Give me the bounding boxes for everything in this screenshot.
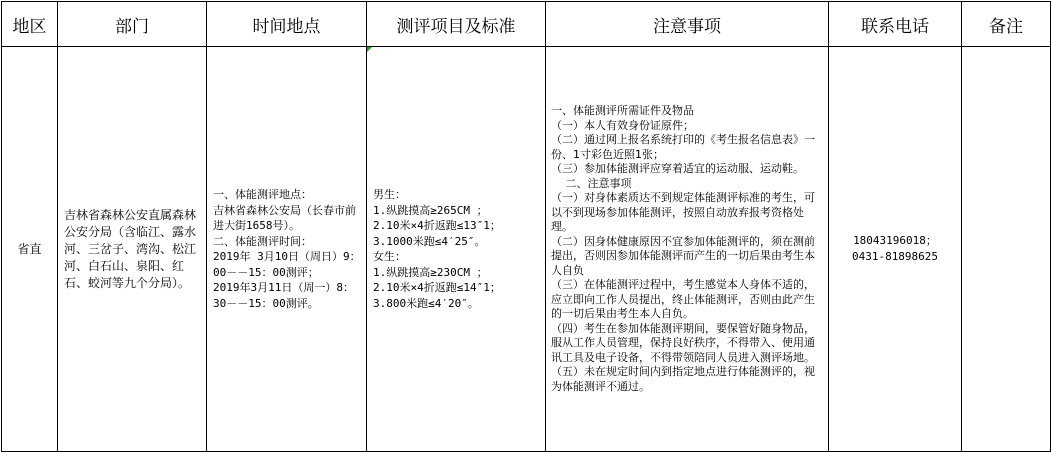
cell-notes: [546, 47, 829, 452]
note-line: （一）本人有效身份证原件；: [551, 118, 694, 132]
cell-region: 省直: [2, 47, 58, 452]
phone-line: 0431-81898625: [851, 250, 939, 263]
header-test-items: 测评项目及标准: [367, 2, 546, 47]
note-line: （三）参加体能测评应穿着适宜的运动服、运动鞋。: [551, 162, 804, 175]
cell-remark: [962, 47, 1051, 452]
header-row: [2, 2, 1051, 47]
test-item-line: 女生：: [373, 250, 406, 263]
cell-dept: 吉林省森林公安直属森林公安分局（含临江、露水河、三岔子、湾沟、松江河、白石山、泉阳、红石、蛟河等九个分局）。: [58, 47, 207, 452]
note-line: （二）因身体健康原因不宜参加体能测评的，须在测前提出，否则因参加体能测评而产生的一切后果由考生本人自负: [551, 234, 815, 277]
cell-phone: [829, 47, 962, 452]
note-line: 二、注意事项: [551, 176, 632, 190]
header-time-place: 时间地点: [207, 2, 367, 47]
test-item-line: 2.10米×4折返跑≤14″1；: [373, 281, 501, 294]
note-line: （三）在体能测评过程中，考生感觉本人身体不适的，应立即向工作人员提出，终止体能测评，否则由此产生的一切后果由考生本人自负。: [551, 278, 815, 320]
test-item-line: 男生：: [373, 188, 406, 201]
note-line: （五）未在规定时间内到指定地点进行体能测评的，视为体能测评不通过。: [551, 365, 815, 393]
time-place-line: 2019年3月11日（周一）8：30－－15：00测评。: [213, 281, 354, 310]
test-item-line: 3.1000米跑≤4′25″。: [373, 234, 486, 248]
phone-line: 18043196018；: [853, 234, 937, 247]
header-remark: 备注: [962, 2, 1051, 47]
time-place-line: 二、体能测评时间：: [213, 234, 312, 248]
cell-test-items: [367, 47, 546, 452]
note-line: 一、体能测评所需证件及物品: [551, 104, 694, 117]
test-item-line: 1.纵跳摸高≥265CM ；: [373, 203, 488, 217]
test-item-line: 3.800米跑≤4′20″。: [373, 296, 479, 310]
note-line: （四）考生在参加体能测评期间，要保管好随身物品，服从工作人员管理，保持良好秩序，不得带入、使用通讯工具及电子设备，不得带领陪同人员进入测评场地。: [551, 321, 815, 364]
table-row: [2, 47, 1051, 452]
header-dept: 部门: [58, 2, 207, 47]
header-phone: 联系电话: [829, 2, 962, 47]
test-item-line: 1.纵跳摸高≥230CM ；: [373, 265, 488, 279]
time-place-line: 2019年 3月10日（周日）9：00－－15：00测评；: [213, 250, 361, 279]
cell-time-place: [207, 47, 367, 452]
time-place-line: 吉林省森林公安局（长春市前进大街1658号）。: [213, 203, 356, 232]
header-notes: 注意事项: [546, 2, 829, 47]
header-region: 地区: [2, 2, 58, 47]
note-line: （二）通过网上报名系统打印的《考生报名信息表》一份、1寸彩色近照1张；: [551, 133, 815, 161]
recruitment-table: [1, 1, 1051, 452]
test-item-line: 2.10米×4折返跑≤13″1；: [373, 219, 501, 232]
time-place-line: 一、体能测评地点：: [213, 188, 312, 201]
note-line: （一）对身体素质达不到规定体能测评标准的考生，可以不到现场参加体能测评，按照自动放弃报考资格处理。: [551, 191, 815, 233]
comment-indicator-icon: [367, 47, 372, 52]
